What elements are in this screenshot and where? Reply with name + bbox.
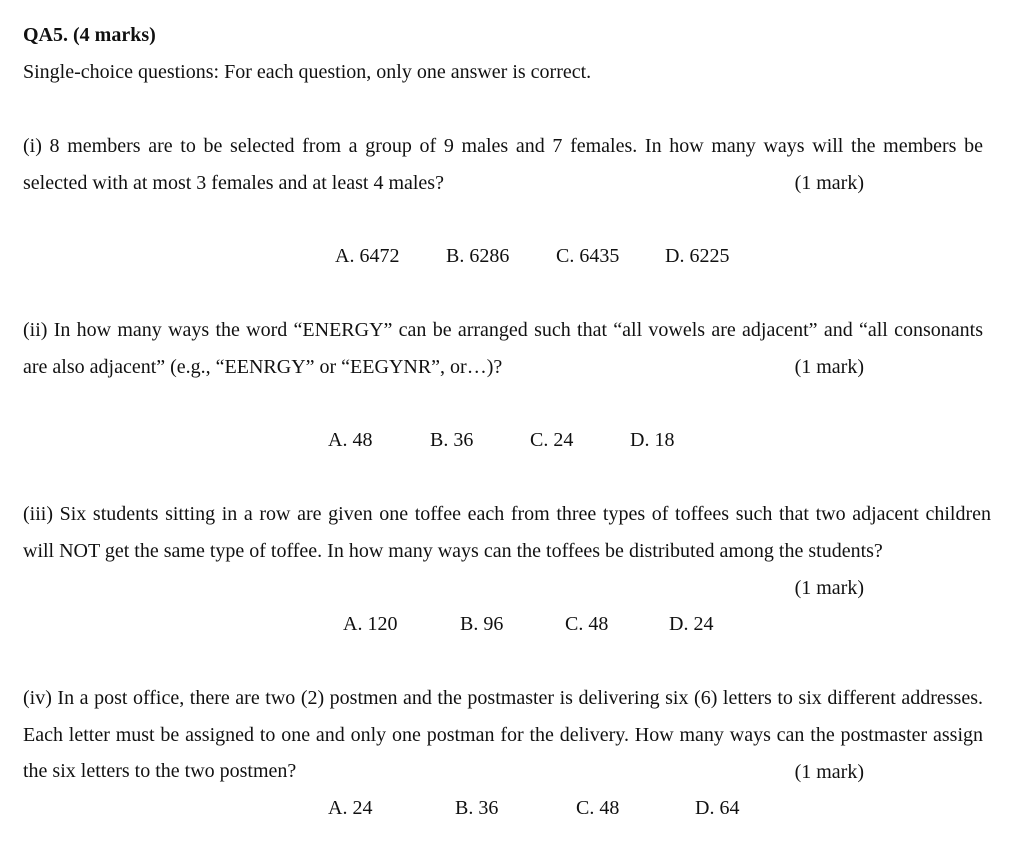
question-3-text: (iii) Six students sitting in a row are given one toffee each from three types of toffees such that two adjacent children will NOT get the same type of toffee. In how many ways can the toffees be distributed among the students? xyxy=(23,503,991,562)
question-title: QA5. (4 marks) xyxy=(23,24,156,46)
question-2-option-a: A. 48 xyxy=(328,429,373,451)
question-1-option-b: B. 6286 xyxy=(446,245,510,267)
question-2-option-c: C. 24 xyxy=(530,429,574,451)
question-3-option-d: D. 24 xyxy=(669,613,714,635)
question-1-option-c: C. 6435 xyxy=(556,245,620,267)
question-3-option-c: C. 48 xyxy=(565,613,609,635)
question-3-mark: (1 mark) xyxy=(794,577,864,599)
question-2-text: (ii) In how many ways the word “ENERGY” can be arranged such that “all vowels are adjacent” and “all consonants are also adjacent” (e.g., “EENRGY” or “EEGYNR”, or…)? xyxy=(23,319,983,378)
question-3-option-a: A. 120 xyxy=(343,613,398,635)
question-4-option-b: B. 36 xyxy=(455,797,499,819)
question-2-option-b: B. 36 xyxy=(430,429,474,451)
question-1-text: (i) 8 members are to be selected from a group of 9 males and 7 females. In how many ways will the members be selected with at most 3 females and at least 4 males? xyxy=(23,135,983,194)
question-4-text: (iv) In a post office, there are two (2) postmen and the postmaster is delivering six (6) letters to six different addresses. Each letter must be assigned to one and only one postman for the delivery. How many ways can the postmaster assign the six letters to the two postmen? xyxy=(23,687,983,783)
question-1-mark: (1 mark) xyxy=(794,172,864,194)
question-4-option-c: C. 48 xyxy=(576,797,620,819)
question-1-option-d: D. 6225 xyxy=(665,245,730,267)
question-1-option-a: A. 6472 xyxy=(335,245,400,267)
question-2-mark: (1 mark) xyxy=(794,356,864,378)
question-4-option-a: A. 24 xyxy=(328,797,373,819)
instructions: Single-choice questions: For each question, only one answer is correct. xyxy=(23,61,592,83)
question-4-option-d: D. 64 xyxy=(695,797,740,819)
question-4-mark: (1 mark) xyxy=(794,761,864,783)
question-3-option-b: B. 96 xyxy=(460,613,504,635)
question-2-option-d: D. 18 xyxy=(630,429,675,451)
